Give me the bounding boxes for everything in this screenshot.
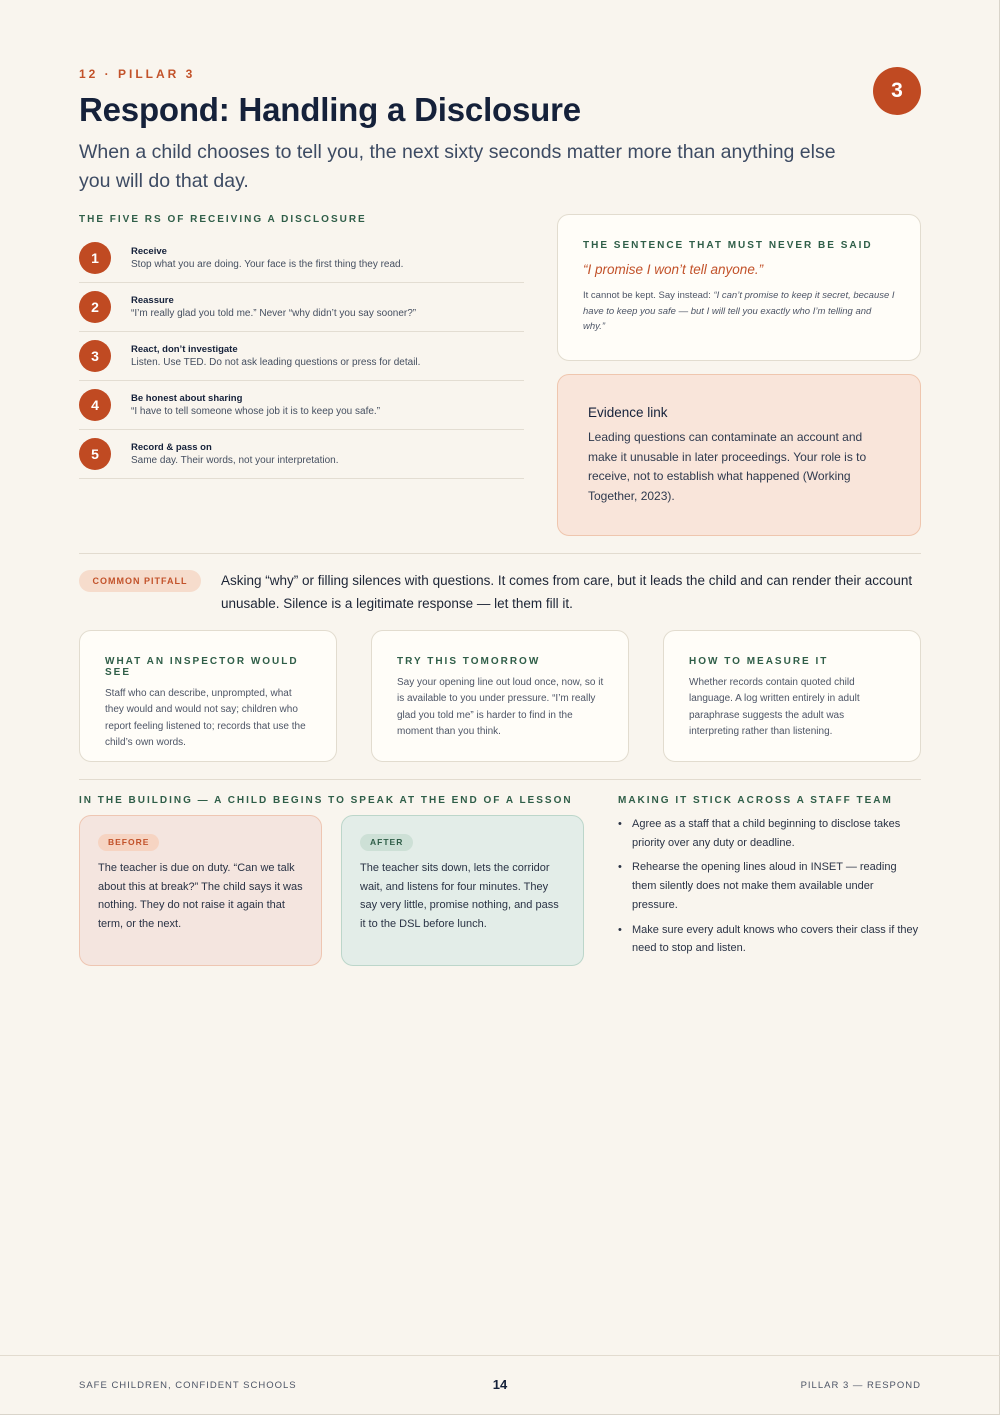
never-said-alternative: “I can’t promise to keep it secret, because I have to keep you safe — but I will tell you exactly who I’m telling and why.”	[583, 290, 895, 332]
divider	[79, 553, 921, 554]
step-heading: Be honest about sharing	[131, 393, 243, 404]
list-item	[618, 815, 921, 852]
five-rs-item	[79, 283, 524, 332]
footer-publication-title: SAFE CHILDREN, CONFIDENT SCHOOLS	[79, 1380, 297, 1391]
step-number-badge: 4	[79, 389, 111, 421]
step-number-badge: 2	[79, 291, 111, 323]
before-text: The teacher is due on duty. “Can we talk about this at break?” The child says it was nothing. They do not raise it again that term, or the next.	[98, 862, 303, 931]
page-title: Respond: Handling a Disclosure	[79, 91, 581, 128]
step-description: “I have to tell someone whose job it is to keep you safe.”	[131, 406, 381, 417]
page-subtitle: When a child chooses to tell you, the next sixty seconds matter more than anything else you will do that day.	[79, 141, 836, 192]
step-description: Same day. Their words, not your interpretation.	[131, 455, 339, 466]
pitfall-badge: COMMON PITFALL	[79, 570, 201, 592]
card-label: HOW TO MEASURE IT	[689, 656, 829, 667]
card-body: Staff who can describe, unprompted, what they would and would not say; children who report feeling listened to; records that use the child’s own words.	[105, 688, 306, 748]
pitfall-text: Asking “why” or filling silences with questions. It comes from care, but it leads the child and can render their account unusable. Silence is a legitimate response — let them fill it.	[221, 573, 913, 611]
bullet-icon: •	[618, 923, 622, 936]
card-body: Say your opening line out loud once, now, so it is available to you under pressure. “I’m really glad you told me” is harder to find in the moment than you think.	[397, 677, 604, 737]
five-rs-list	[79, 234, 524, 479]
step-text	[131, 294, 416, 320]
making-it-stick-list	[618, 815, 921, 964]
step-heading: React, don’t investigate	[131, 344, 238, 355]
five-rs-item	[79, 234, 524, 283]
list-item	[618, 921, 921, 958]
step-text	[131, 392, 380, 418]
card-label: TRY THIS TOMORROW	[397, 656, 541, 667]
after-text: The teacher sits down, lets the corridor wait, and listens for four minutes. They say very little, promise nothing, and pass it to the DSL before lunch.	[360, 862, 559, 931]
after-card	[341, 815, 584, 966]
pillar-number-badge: 3	[873, 67, 921, 115]
step-description: Stop what you are doing. Your face is the first thing they read.	[131, 259, 404, 270]
before-tag: BEFORE	[98, 834, 159, 851]
step-heading: Reassure	[131, 295, 174, 306]
try-tomorrow-card	[371, 630, 629, 762]
evidence-body: Leading questions can contaminate an account and make it unusable in later proceedings. Your role is to receive, not to establish what happened (Working Together, 2023).	[588, 430, 867, 503]
in-the-building-label: IN THE BUILDING — A CHILD BEGINS TO SPEAK AT THE END OF A LESSON	[79, 795, 573, 806]
card-label: WHAT AN INSPECTOR WOULD SEE	[105, 656, 299, 678]
step-text	[131, 441, 339, 467]
after-tag: AFTER	[360, 834, 413, 851]
step-description: Listen. Use TED. Do not ask leading questions or press for detail.	[131, 357, 421, 368]
never-said-label: THE SENTENCE THAT MUST NEVER BE SAID	[583, 240, 873, 251]
evidence-title: Evidence link	[588, 405, 668, 420]
step-heading: Receive	[131, 246, 167, 257]
list-item-text: Make sure every adult knows who covers their class if they need to stop and listen.	[632, 923, 919, 955]
never-said-quote: “I promise I won’t tell anyone.”	[583, 262, 764, 277]
list-item-text: Agree as a staff that a child beginning to disclose takes priority over any duty or deadline.	[632, 818, 901, 849]
footer-section-title: PILLAR 3 — RESPOND	[800, 1380, 921, 1391]
step-number-badge: 1	[79, 242, 111, 274]
five-rs-item	[79, 381, 524, 430]
never-said-card	[557, 214, 921, 361]
bullet-icon: •	[618, 818, 622, 830]
before-card	[79, 815, 322, 966]
card-body: Whether records contain quoted child language. A log written entirely in adult paraphrase suggests the adult was interpreting rather than listening.	[689, 677, 860, 737]
divider	[79, 779, 921, 780]
step-number-badge: 3	[79, 340, 111, 372]
measure-card	[663, 630, 921, 762]
page-number: 14	[492, 1377, 508, 1392]
step-text	[131, 343, 420, 369]
footer-divider	[0, 1355, 1000, 1356]
step-description: “I’m really glad you told me.” Never “why didn’t you say sooner?”	[131, 308, 417, 319]
step-heading: Record & pass on	[131, 442, 212, 453]
five-rs-label: THE FIVE RS OF RECEIVING A DISCLOSURE	[79, 214, 367, 225]
five-rs-item	[79, 332, 524, 381]
making-it-stick-label: MAKING IT STICK ACROSS A STAFF TEAM	[618, 795, 893, 806]
bullet-icon: •	[618, 861, 622, 874]
five-rs-item	[79, 430, 524, 479]
never-said-body	[583, 288, 895, 335]
section-kicker: 12 · PILLAR 3	[79, 67, 196, 81]
inspector-card	[79, 630, 337, 762]
evidence-link-card	[557, 374, 921, 536]
step-text	[131, 245, 403, 271]
never-said-body-prefix: It cannot be kept. Say instead:	[583, 290, 714, 301]
list-item	[618, 858, 921, 914]
step-number-badge: 5	[79, 438, 111, 470]
list-item-text: Rehearse the opening lines aloud in INSET — reading them silently does not make them available under pressure.	[632, 861, 897, 911]
